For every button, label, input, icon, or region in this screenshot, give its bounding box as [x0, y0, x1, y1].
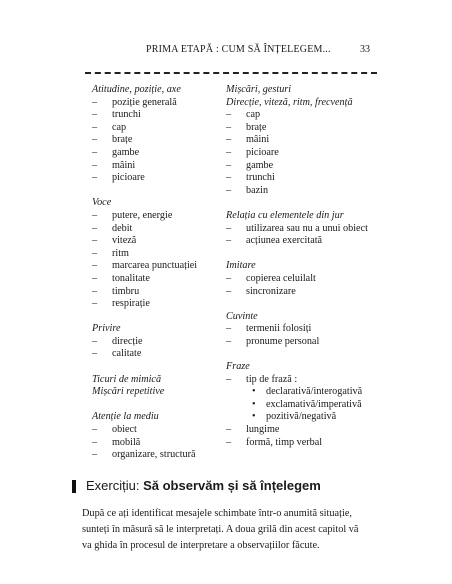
list-item: – cap [92, 122, 217, 135]
list-item: – mâini [92, 160, 217, 173]
exercise-title: Să observăm și să înțelegem [143, 478, 321, 493]
section-gap [92, 185, 217, 198]
grid-section [226, 210, 366, 248]
list-item: – obiect [92, 424, 217, 437]
grid-section [92, 411, 217, 461]
list-item: – mobilă [92, 437, 217, 450]
list-item: – acțiunea exercitată [226, 235, 366, 248]
list-item: – cap [226, 109, 366, 122]
section-gap [92, 399, 217, 412]
section-subheading: Mișcări repetitive [92, 386, 165, 398]
list-item: – timbru [92, 286, 217, 299]
exercise-heading [72, 478, 382, 498]
list-item: – tonalitate [92, 273, 217, 286]
body-paragraph [82, 506, 382, 554]
grid-section [92, 84, 217, 185]
list-item: – marcarea punctuației [92, 260, 217, 273]
list-item: – trunchi [226, 172, 366, 185]
paragraph-line: va ghida în procesul de interpretare a observațiilor făcute. [82, 540, 320, 551]
section-heading: Relația cu elementele din jur [226, 209, 344, 221]
dashed-divider [85, 72, 377, 74]
grid-section [92, 323, 217, 361]
grid-section [92, 197, 217, 310]
grid-section [226, 361, 366, 449]
bullet-item: • pozitivă/negativă [226, 411, 366, 424]
paragraph-line: După ce ați identificat mesajele schimbate într-o anumită situație, [82, 508, 352, 519]
list-item: – poziție generală [92, 97, 217, 110]
section-heading: Voce [92, 197, 112, 209]
section-heading: Imitare [226, 260, 256, 272]
exercise-label: Exercițiu: [86, 478, 140, 493]
section-gap [226, 298, 366, 311]
list-item: – termenii folosiți [226, 323, 366, 336]
section-heading: Mișcări, gesturi [226, 84, 292, 95]
section-heading: Ticuri de mimică [92, 373, 162, 385]
page-number: 33 [360, 44, 370, 55]
list-item: – calitate [92, 348, 217, 361]
list-item: – respirație [92, 298, 217, 311]
list-item: – direcție [92, 336, 217, 349]
list-item: – formă, timp verbal [226, 437, 366, 450]
list-item: – debit [92, 223, 217, 236]
list-item: – putere, energie [92, 210, 217, 223]
section-heading: Atenție la mediu [92, 411, 159, 423]
list-item: – picioare [226, 147, 366, 160]
list-item: – copierea celuilalt [226, 273, 366, 286]
section-heading: Atitudine, poziție, axe [92, 84, 181, 95]
list-item: – picioare [92, 172, 217, 185]
list-item: – pronume personal [226, 336, 366, 349]
right-column [226, 84, 366, 449]
section-heading: Privire [92, 323, 121, 335]
exercise-marker [72, 480, 76, 493]
grid-section [226, 311, 366, 349]
list-item: – sincronizare [226, 286, 366, 299]
bullet-item: • declarativă/interogativă [226, 386, 366, 399]
section-gap [226, 197, 366, 210]
section-heading: Cuvinte [226, 310, 258, 322]
list-item: – mâini [226, 134, 366, 147]
section-subheading: Direcție, viteză, ritm, frecvență [226, 96, 353, 108]
list-item: – ritm [92, 248, 217, 261]
bullet-item: • exclamativă/imperativă [226, 399, 366, 412]
list-item: – organizare, structură [92, 449, 217, 462]
section-gap [92, 311, 217, 324]
list-item: – brațe [226, 122, 366, 135]
grid-section [226, 84, 366, 197]
grid-section [226, 260, 366, 298]
list-item: – lungime [226, 424, 366, 437]
list-item: – viteză [92, 235, 217, 248]
running-title: PRIMA ETAPĂ : CUM SĂ ÎNȚELEGEM... [146, 44, 331, 55]
section-heading: Fraze [226, 361, 250, 373]
list-item: – brațe [92, 134, 217, 147]
list-item: – gambe [226, 160, 366, 173]
list-item: – bazin [226, 185, 366, 198]
section-gap [226, 248, 366, 261]
section-gap [226, 348, 366, 361]
list-item: – trunchi [92, 109, 217, 122]
list-item: – tip de frază : [226, 374, 366, 387]
list-item: – gambe [92, 147, 217, 160]
grid-section [92, 374, 217, 399]
left-column [92, 84, 217, 462]
paragraph-line: sunteți în măsură să le interpretați. A doua grilă din acest capitol vă [82, 524, 359, 535]
list-item: – utilizarea sau nu a unui obiect [226, 223, 366, 236]
section-gap [92, 361, 217, 374]
page-header [0, 44, 452, 58]
